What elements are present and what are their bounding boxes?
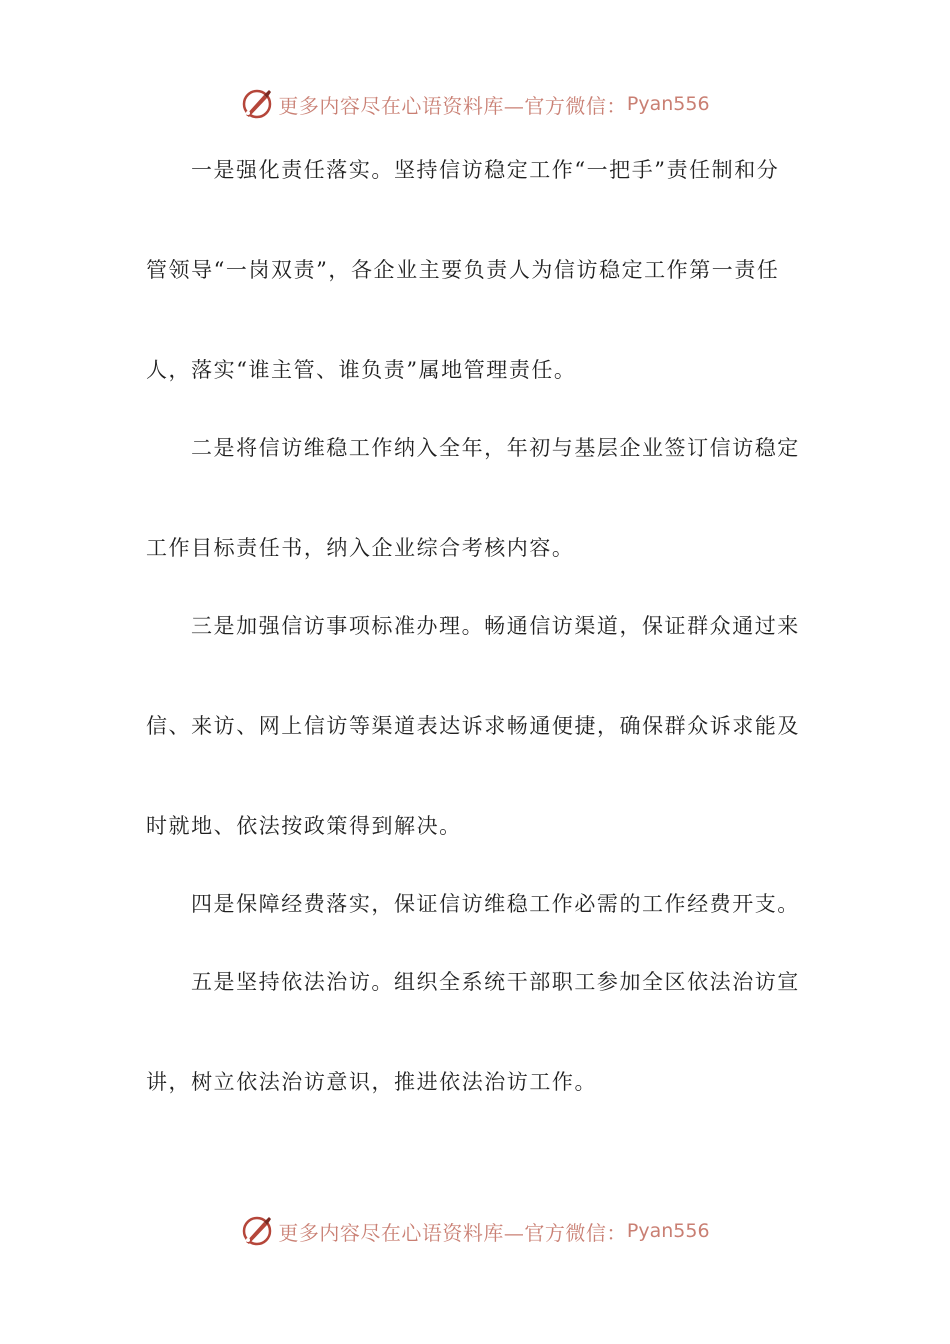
- paragraph-line: 信、来访、网上信访等渠道表达诉求畅通便捷，确保群众诉求能及: [146, 714, 800, 738]
- banner-text: 更多内容尽在心语资料库—官方微信：: [278, 93, 627, 118]
- paragraph-line: 讲，树立依法治访意识，推进依法治访工作。: [146, 1070, 597, 1094]
- paragraph-line: 一是强化责任落实。坚持信访稳定工作“一把手”责任制和分: [191, 158, 780, 182]
- banner-wechat-handle: Pyan556: [626, 1220, 710, 1242]
- paragraph-line: 五是坚持依法治访。组织全系统干部职工参加全区依法治访宣: [191, 970, 800, 994]
- pen-logo-icon: [240, 87, 274, 121]
- paragraph-line: 三是加强信访事项标准办理。畅通信访渠道，保证群众通过来: [191, 614, 800, 638]
- banner-wechat-handle: Pyan556: [626, 93, 710, 115]
- paragraph-line: 时就地、依法按政策得到解决。: [146, 814, 462, 838]
- pen-logo-icon: [240, 1214, 274, 1248]
- footer-banner: [0, 1211, 950, 1251]
- header-banner: [0, 84, 950, 124]
- paragraph-line: 二是将信访维稳工作纳入全年，年初与基层企业签订信访稳定: [191, 436, 800, 460]
- paragraph-line: 工作目标责任书，纳入企业综合考核内容。: [146, 536, 575, 560]
- banner-text: 更多内容尽在心语资料库—官方微信：: [278, 1220, 627, 1245]
- paragraph-line: 人，落实“谁主管、谁负责”属地管理责任。: [146, 358, 577, 382]
- paragraph-line: 四是保障经费落实，保证信访维稳工作必需的工作经费开支。: [191, 892, 800, 916]
- paragraph-line: 管领导“一岗双责”，各企业主要负责人为信访稳定工作第一责任: [146, 258, 780, 282]
